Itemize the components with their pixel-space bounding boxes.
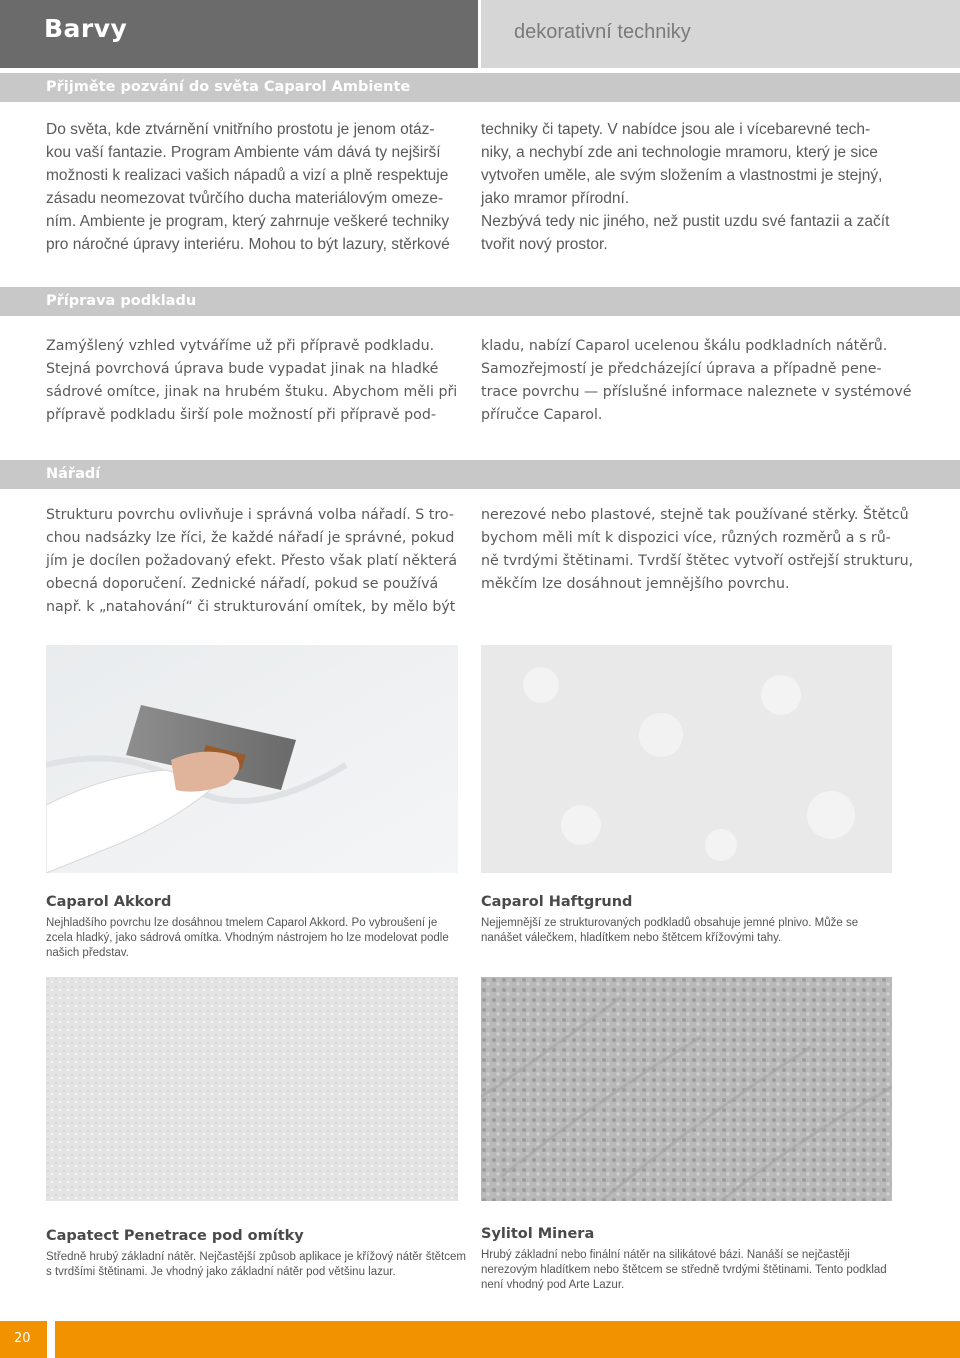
product-name: Capatect Penetrace pod omítky [46, 1228, 304, 1244]
text-line: Stejná povrchová úprava bude vypadat jinak na hladké [46, 361, 439, 377]
text-line: s tvrdšími štětinami. Je vhodný jako základní nátěr pod většinu lazur. [46, 1266, 396, 1278]
text-line: nerezové nebo plastové, stejně tak používané stěrky. Štětců [481, 507, 909, 523]
product-description [46, 1250, 466, 1280]
section-1-column-2 [481, 118, 921, 256]
text-line: vytvořen uměle, ale svým složením a vlastnostmi je stejný, [481, 167, 883, 184]
text-line: Hrubý základní nebo finální nátěr na silikátové bázi. Nanáší se nejčastěji [481, 1249, 850, 1261]
section-3-column-2 [481, 504, 921, 596]
text-line: obecná doporučení. Zednické nářadí, pokud se používá [46, 576, 439, 592]
text-line: Nejhladšího povrchu lze dosáhnou tmelem Caparol Akkord. Po vybroušení je [46, 917, 438, 929]
photo-haftgrund-texture [481, 645, 892, 873]
section-2-column-2 [481, 335, 921, 427]
text-line: kou vaší fantazie. Program Ambiente vám dává ty nejširší [46, 144, 441, 161]
text-line: není vhodný pod Arte Lazur. [481, 1279, 625, 1291]
page-title: Barvy [44, 14, 128, 43]
text-line: trace povrchu — příslušné informace naleznete v systémové [481, 384, 912, 400]
text-line: ním. Ambiente je program, který zahrnuje veškeré techniky [46, 213, 450, 230]
text-line: Nezbývá tedy nic jiného, než pustit uzdu své fantazii a začít [481, 213, 890, 230]
footer-bar [55, 1321, 960, 1358]
text-line: bychom měli mít k dispozici více, různých rozměrů a s rů- [481, 530, 891, 546]
text-line: Nejjemnější ze strukturovaných podkladů obsahuje jemné plnivo. Může se [481, 917, 859, 929]
text-line: zcela hladký, jako sádrová omítka. Vhodným nástrojem ho lze modelovat podle [46, 932, 449, 944]
section-2-column-1 [46, 335, 471, 427]
text-line: Středně hrubý základní nátěr. Nejčastější způsob aplikace je křížový nátěr štětcem [46, 1251, 466, 1263]
text-line: jako mramor přírodní. [481, 190, 630, 207]
section-heading-bar [0, 73, 960, 102]
photo-sylitol-texture [481, 977, 892, 1201]
text-line: chou nadsázky lze říci, že každé nářadí je správné, pokud [46, 530, 455, 546]
text-line: sádrové omítce, jinak na hrubém štuku. Abychom měli při [46, 384, 458, 400]
photo-plastering-trowel [46, 645, 458, 873]
text-line: niky, a nechybí zde ani technologie mramoru, který je sice [481, 144, 878, 161]
text-line: např. k „natahování“ či strukturování omítek, by mělo být [46, 599, 456, 615]
text-line: zásadu neomezovat tvůrčího ducha materiálovým omeze- [46, 190, 444, 207]
page-number: 20 [14, 1331, 31, 1346]
text-line: Zamýšlený vzhled vytváříme už při přípravě podkladu. [46, 338, 435, 354]
text-line: Strukturu povrchu ovlivňuje i správná volba nářadí. S tro- [46, 507, 454, 523]
section-heading-bar [0, 287, 960, 316]
text-line: pro náročné úpravy interiéru. Mohou to být lazury, stěrkové [46, 236, 450, 253]
text-line: kladu, nabízí Caparol ucelenou škálu podkladních nátěrů. [481, 338, 888, 354]
text-line: měkčím lze dosáhnout jemnějšího povrchu. [481, 576, 790, 592]
text-line: našich představ. [46, 947, 129, 959]
text-line: přípravě podkladu širší pole možností při přípravě pod- [46, 407, 436, 423]
section-3-column-1 [46, 504, 471, 619]
text-line: Samozřejmostí je předcházející úprava a případně pene- [481, 361, 882, 377]
text-line: ně tvrdými štětinami. Tvrdší štětec vytvoří ostřejší strukturu, [481, 553, 914, 569]
page-number-box [0, 1321, 47, 1358]
text-line: nanášet válečkem, hladítkem nebo štětcem křížovými tahy. [481, 932, 782, 944]
section-heading: Přijměte pozvání do světa Caparol Ambiente [46, 79, 411, 95]
product-description [46, 916, 466, 961]
text-line: příručce Caparol. [481, 407, 603, 423]
text-line: techniky či tapety. V nabídce jsou ale i vícebarevné tech- [481, 121, 871, 138]
text-line: jím je docílen požadovaný efekt. Přesto však platí některá [46, 553, 458, 569]
section-1-column-1 [46, 118, 466, 256]
product-description [481, 916, 901, 946]
product-description [481, 1248, 901, 1293]
product-name: Sylitol Minera [481, 1226, 595, 1242]
section-heading: Příprava podkladu [46, 293, 197, 309]
section-heading: Nářadí [46, 466, 101, 482]
photo-penetrace-texture [46, 977, 458, 1201]
page-subtitle: dekorativní techniky [514, 21, 691, 43]
text-line: možnosti k realizaci vašich nápadů a vizí a plně respektuje [46, 167, 449, 184]
text-line: nerezovým hladítkem nebo štětcem se středně tvrdými štětinami. Tento podklad [481, 1264, 887, 1276]
product-name: Caparol Haftgrund [481, 894, 633, 910]
section-heading-bar [0, 460, 960, 489]
text-line: Do světa, kde ztvárnění vnitřního prostotu je jenom otáz- [46, 121, 435, 138]
product-name: Caparol Akkord [46, 894, 172, 910]
text-line: tvořit nový prostor. [481, 236, 608, 253]
